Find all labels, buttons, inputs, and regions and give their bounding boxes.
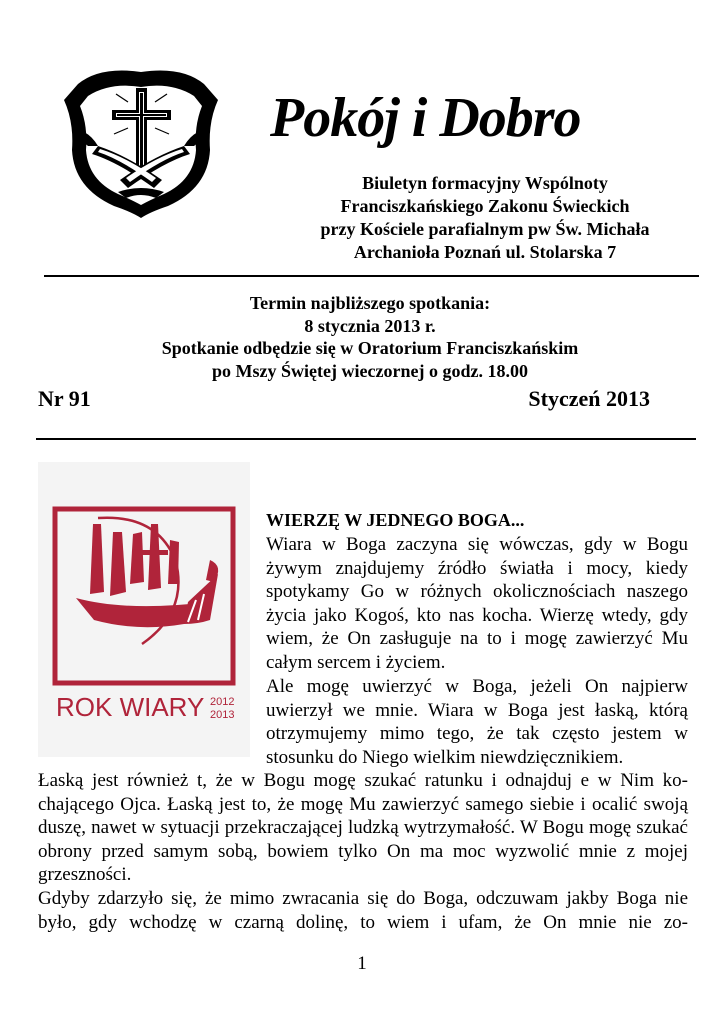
cross-with-crossed-arms-icon <box>58 62 224 220</box>
meeting-line: po Mszy Świętej wieczornej o godz. 18.00 <box>212 360 528 381</box>
logo-text: ROK WIARY <box>56 692 205 722</box>
rok-wiary-logo <box>38 462 250 757</box>
divider-top <box>44 275 699 277</box>
meeting-line: 8 stycznia 2013 r. <box>304 315 436 336</box>
article-paragraph: Ale mogę uwierzyć w Boga, jeżeli On najpierw uwierzył we mnie. Wiara w Boga jest łaską, którą otrzymujemy mimo tego, że tak często jestem w stosunku do Niego wielkim niewdzięcznikiem. <box>266 676 688 768</box>
subtitle-line: Franciszkańskiego Zakonu Świeckich <box>340 196 630 216</box>
logo-year-bottom: 2013 <box>210 709 235 721</box>
meeting-line: Termin najbliższego spotkania: <box>249 293 491 313</box>
page-number: 1 <box>357 953 367 974</box>
subtitle-line: Biuletyn formacyjny Wspólnoty <box>362 173 608 193</box>
newsletter-subtitle <box>275 172 695 264</box>
article-title: WIERZĘ W JEDNEGO BOGA... <box>266 510 525 530</box>
article-paragraph: Wiara w Boga zaczyna się wówczas, gdy w Bogu żywym znajdujemy źródło światła i mocy, kiedy spotykamy Go w różnych okolicznościach naszego życia jako Kogoś, kto nas kocha. Wierzę wtedy, gdy wiem, że On zasługuje na to i mogę zawierzyć Mu całym sercem i życiem. <box>266 534 688 673</box>
issue-date: Styczeń 2013 <box>528 386 650 411</box>
subtitle-line: Archanioła Poznań ul. Stolarska 7 <box>353 242 617 262</box>
meeting-info <box>60 292 680 382</box>
meeting-line: Spotkanie odbędzie się w Oratorium Franciszkańskim <box>161 338 579 358</box>
subtitle-line: przy Kościele parafialnym pw Św. Michała <box>320 219 650 239</box>
issue-number: Nr 91 <box>38 386 91 411</box>
newsletter-title: Pokój i Dobro <box>270 87 581 149</box>
divider-bottom <box>36 438 696 440</box>
article-paragraph: Gdyby zdarzyło się, że mimo zwracania się do Boga, odczuwam jakby Boga nie było, gdy wchodzę w czarną dolinę, to wiem i ufam, że On mnie nie zo- <box>38 888 688 933</box>
logo-year-top: 2012 <box>210 696 235 708</box>
article-paragraph: Łaską jest również t, że w Bogu mogę szukać ratunku i odnajduj e w Nim kochającego Ojca. Łaską jest to, że mogę Mu zawierzyć samego siebie i ocalić swoją duszę, nawet w sytuacji przekraczającej ludzką wytrzymałość. W Bogu mogę szukać obrony przed samym sobą, bowiem tylko On ma moc wyzwolić mnie z mojej grzeszności. <box>38 770 688 885</box>
